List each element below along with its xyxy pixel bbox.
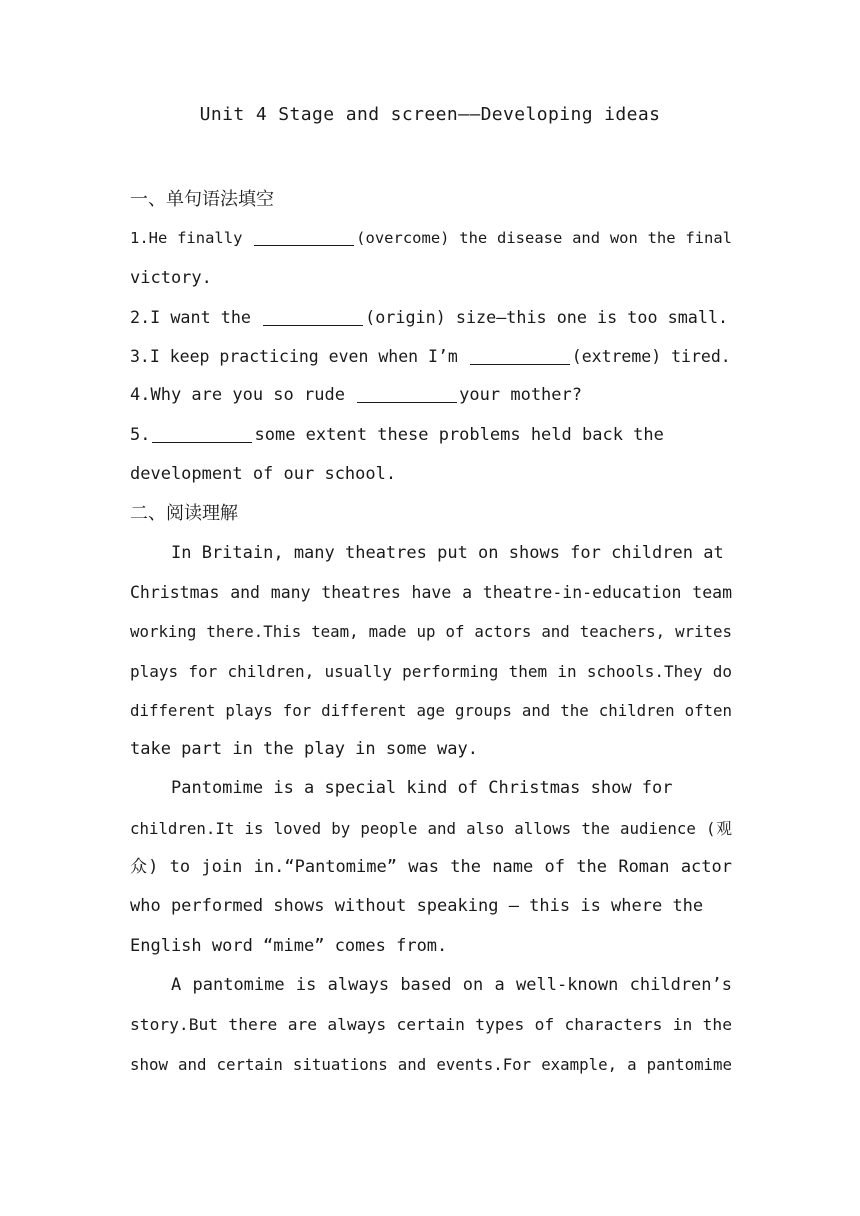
question-2 (130, 298, 732, 337)
passage-line: 众) to join in.“Pantomime” was the name of the Roman actor (130, 857, 732, 878)
answer-blank-1[interactable] (254, 244, 354, 246)
page-title: Unit 4 Stage and screen——Developing ideas (199, 104, 661, 125)
section-heading-grammar: 一、单句语法填空 (130, 189, 274, 210)
question-5-text-before: 5. (130, 424, 151, 445)
passage-line: Pantomime is a special kind of Christmas show for (171, 778, 673, 799)
question-1-text-before: 1.He finally (130, 229, 253, 248)
passage-line: take part in the play in some way. (130, 739, 478, 760)
question-1-continuation: victory. (130, 267, 212, 288)
section-heading-reading: 二、阅读理解 (130, 503, 238, 525)
passage-line: different plays for different age groups and the children often (130, 700, 732, 720)
question-4 (130, 376, 732, 415)
passage-line: show and certain situations and events.For example, a pantomime (130, 1054, 732, 1074)
question-1 (130, 219, 732, 258)
question-2-text-before: 2.I want the (130, 306, 262, 327)
answer-blank-4[interactable] (357, 401, 457, 403)
answer-blank-5[interactable] (152, 441, 252, 443)
answer-blank-2[interactable] (263, 324, 363, 326)
question-5-continuation: development of our school. (130, 464, 397, 485)
answer-blank-3[interactable] (470, 363, 570, 365)
passage-line: working there.This team, made up of actors and teachers, writes (130, 622, 732, 642)
passage-line: children.It is loved by people and also allows the audience (观 (130, 818, 732, 838)
passage-line: story.But there are always certain types of characters in the (130, 1015, 732, 1035)
passage-line: plays for children, usually performing them in schools.They do (130, 661, 732, 681)
passage-line: A pantomime is always based on a well-known children’s (171, 974, 732, 995)
passage-line: who performed shows without speaking — this is where the (130, 896, 704, 917)
passage-line: In Britain, many theatres put on shows for children at (171, 542, 724, 563)
question-3-text-after: (extreme) tired. (571, 347, 731, 367)
worksheet-content (130, 180, 732, 1084)
question-1-text-after: (overcome) the disease and won the final (356, 229, 732, 248)
question-5 (130, 416, 732, 455)
question-2-text-after: (origin) size—this one is too small. (365, 306, 729, 327)
question-4-text-after: your mother? (459, 385, 582, 406)
question-5-text-after: some extent these problems held back the (254, 424, 664, 445)
passage-line: Christmas and many theatres have a theatre-in-education team (130, 582, 732, 602)
passage-line: English word “mime” comes from. (130, 935, 448, 956)
question-4-text-before: 4.Why are you so rude (130, 385, 356, 406)
question-3-text-before: 3.I keep practicing even when I’m (130, 347, 468, 367)
question-3 (130, 337, 732, 376)
